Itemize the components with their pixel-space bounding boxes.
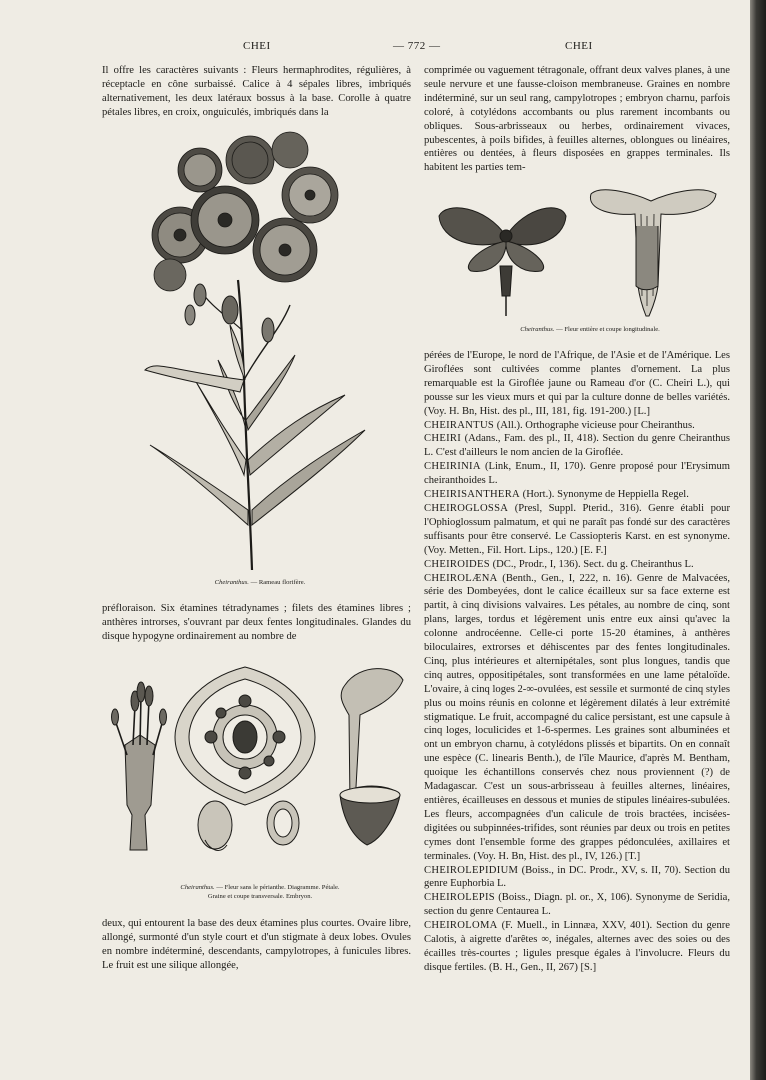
figure2-caption: Cheiranthus. — Fleur sans le périanthe. Diagramme. Pétale. Graine et coupe transversale. Embryon. (180, 884, 340, 900)
entry-cheirolaena: CHEIROLÆNA (Benth., Gen., I, 222, n. 16). Genre de Malvacées, série des Dombeyées, dont le calice écailleux sur sa face externe est partit, à cinq divisions valvaires. Les pétales, au nombre de cinq, sont plans, larges, tordus et légèrement unis entre eux ainsi qu'avec la colonne androcéenne. Celle-ci porte 15-20 étamines, à anthères biloculaires, extrorses et déhiscentes par des fentes longitudinales. Cinq, plus intérieures et alternipétales, sont plus longues, tandis que cinq autres, oppositipétales, sont transformées en une lame pétaloïde. L'ovaire, à cinq loges 2-∞-ovulées, est sessile et surmonté de cinq styles plus ou moins réunis en colonne et légèrement dilatés à leur extrémité stigmatique. Le fruit, accompagné du calice persistant, est une capsule à cinq loges, loculicides et 1-6-spermes. Les graines sont albuminées et ont un embryon charnu, à cotylédons plissés et bipartits. On en connaît une espèce (C. linearis Benth.), de l'île Maurice, d'après M. Bentham, quoique les échantillons conservés chez nous proviennent (?) de Madagascar. C'est un sous-arbrisseau à feuilles alternes, linéaires, entières, écailleuses en dessous et munies de stipules linéaires-subulées. Les fleurs, accompagnées d'un calicule de trois bractées, incisées-digitées ou subpinnées-trifides, sont réunies par deux ou trois en petites cymes dont l'ensemble forme des grappes pédonculées, axillaires et terminales. (Voy. H. Bn, Hist. des pl., IV, 126.) [T.] (424, 572, 730, 862)
entry-cheirolepis: CHEIROLEPIS (Boiss., Diagn. pl. or., X, 106). Synonyme de Seridia, section du genre Centaurea L. (424, 892, 730, 918)
entry-cheirolepidium: CHEIROLEPIDIUM (Boiss., in DC. Prodr., XV, s. II, 70). Section du genre Euphorbia L. (424, 864, 730, 890)
entry-cheirisanthera: CHEIRISANTHERA (Hort.). Synonyme de Heppiella Regel. (424, 489, 689, 501)
figure-flower-dissections (105, 665, 405, 850)
left-paragraph-2: préfloraison. Six étamines tétradynames ; filets des étamines libres ; anthères introrses, s'ouvrant par deux fentes longitudinales. Glandes du disque hypogyne ordinairement au nombre de (102, 603, 411, 642)
right-paragraph-1: comprimée ou vaguement tétragonale, offrant deux valves planes, à une seule nervure et une fausse-cloison membraneuse. Graines en nombre indéterminé, sur un seul rang, campylotropes ; embryon charnu, parfois coloré, à cotylédons accombants ou plus rarement incombants ou obliques. Sous-arbrisseaux ou herbes, ordinairement vivaces, pubescentes, à poils bifides, à feuilles alternes, oblongues ou linéaires, entières ou dentées, à fleurs disposées en grappes terminales. Ils habitent les parties tem- (424, 65, 730, 174)
page-number: — 772 — (393, 40, 441, 52)
figure3-caption: Cheiranthus. — Fleur entière et coupe longitudinale. (520, 326, 660, 333)
entry-cheiri: CHEIRI (Adans., Fam. des pl., II, 418). Section du genre Cheiranthus L. C'est d'ailleurs le nom ancien de la Giroflée. (424, 433, 730, 459)
figure-whole-flower-section (436, 186, 726, 316)
left-intro-paragraph: Il offre les caractères suivants : Fleurs hermaphrodites, régulières, à réceptacle en cône surbaissé. Calice à 4 sépales libres, imbriqués alternativement, les deux latéraux bossus à la base. Corolle à quatre pétales libres, en croix, onguiculés, imbriqués dans la (102, 65, 411, 118)
left-paragraph-3: deux, qui entourent la base des deux étamines plus courtes. Ovaire libre, allongé, surmonté d'un style court et d'un stigmate à deux lobes. Ovules en nombre indéterminé, descendants, campylotropes, à funicules libres. Le fruit est une silique allongée, (102, 918, 411, 971)
running-head-left: CHEI (243, 40, 271, 52)
entry-cheiroides: CHEIROIDES (DC., Prodr., I, 136). Sect. du g. Cheiranthus L. (424, 558, 694, 570)
figure-flowering-branch (140, 130, 380, 570)
running-head-right: CHEI (565, 40, 593, 52)
entry-cheirinia: CHEIRINIA (Link, Enum., II, 170). Genre proposé pour l'Erysimum cheiranthoides L. (424, 461, 730, 487)
entry-cheiroloma: CHEIROLOMA (F. Muell., in Linnæa, XXV, 401). Section du genre Calotis, à aigrette d'arêtes ∞, inégales, alternes avec des soies ou des écailles très-courtes ; ligules presque égales à l'involucre. Fleurs du disque fertiles. (B. H., Gen., II, 267) [S.] (424, 920, 730, 973)
right-text-block: pérées de l'Europe, le nord de l'Afrique, de l'Asie et de l'Amérique. Les Giroflées sont cultivées comme plantes d'ornement. La plus remarquable est la Giroflée jaune ou Rameau d'or (C. Cheiri L.), qui pousse sur les vieux murs et qui par la culture donne de belles variétés. (Voy. H. Bn, Hist. des pl., III, 181, fig. 191-200.) [L.] CHEIRANTUS (All.). Orthographe vicieuse pour Cheiranthus. CHEIRI (Adans., Fam. des pl., II, 418). Section du genre Cheiranthus L. C'est d'ailleurs le nom ancien de la Giroflée. CHEIRINIA (Link, Enum., II, 170). Genre proposé pour l'Erysimum cheiranthoides L. CHEIRISANTHERA (Hort.). Synonyme de Heppiella Regel. CHEIROGLOSSA (Presl, Suppl. Pterid., 316). Genre établi pour l'Ophioglossum palmatum, et qui ne paraît pas fondé sur des caractères suffisants pour être conservé. Le Cassiopteris Karst. en est synonyme. (Voy. Metten., Fil. Hort. Lips., 120.) [E. F.] CHEIROIDES (DC., Prodr., I, 136). Sect. du g. Cheiranthus L. CHEIROLÆNA (Benth., Gen., I, 222, n. 16). Genre de Malvacées, série des Dombeyées, dont le calice écailleux sur sa face externe est partit, à cinq divisions valvaires. Les pétales, au nombre de cinq, sont plans, larges, tordus et légèrement unis entre eux ainsi qu'avec la colonne androcéenne. Celle-ci porte 15-20 étamines, à anthères biloculaires, extrorses et déhiscentes par des fentes longitudinales. Cinq, plus intérieures et alternipétales, sont plus longues, tandis que cinq autres, oppositipétales, sont transformées en une lame pétaloïde. L'ovaire, à cinq loges 2-∞-ovulées, est sessile et surmonté de cinq styles plus ou moins réunis en colonne et légèrement dilatés à leur extrémité stigmatique. Le fruit, accompagné du calice persistant, est une capsule à cinq loges, loculicides et 1-6-spermes. Les graines sont albuminées et ont un embryon charnu, à cotylédons plissés et bipartits. On en connaît une espèce (C. linearis Benth.), de l'île Maurice, d'après M. Bentham, quoique les échantillons conservés chez nous proviennent (?) de Madagascar. C'est un sous-arbrisseau à feuilles alternes, linéaires, entières, écailleuses en dessous et munies de stipules linéaires-subulées. Les fleurs, accompagnées d'un calicule de trois bractées, incisées-digitées ou subpinnées-trifides, sont réunies par deux ou trois en petites cymes dont l'ensemble forme des grappes pédonculées, axillaires et terminales. (Voy. H. Bn, Hist. des pl., IV, 126.) [T.] CHEIROLEPIDIUM (Boiss., in DC. Prodr., XV, s. II, 70). Section du genre Euphorbia L. CHEIROLEPIS (Boiss., Diagn. pl. or., X, 106). Synonyme de Seridia, section du genre Centaurea L. CHEIROLOMA (F. Muell., in Linnæa, XXV, 401). Section du genre Calotis, à aigrette d'arêtes ∞, inégales, alternes avec des soies ou des écailles très-courtes ; ligules presque égales à l'involucre. Fleurs du disque fertiles. (B. H., Gen., II, 267) [S.] (424, 350, 730, 973)
book-binding-shadow (750, 0, 766, 1080)
entry-cheirantus: CHEIRANTUS (All.). Orthographe vicieuse pour Cheiranthus. (424, 419, 695, 431)
entry-cheiroglossa: CHEIROGLOSSA (Presl, Suppl. Pterid., 316). Genre établi pour l'Ophioglossum palmatum, et qui ne paraît pas fondé sur des caractères suffisants pour être conservé. Le Cassiopteris Karst. en est synonyme. (Voy. Metten., Fil. Hort. Lips., 120.) [E. F.] (424, 502, 730, 556)
figure1-caption: Cheiranthus. — Rameau florifère. (214, 579, 306, 586)
